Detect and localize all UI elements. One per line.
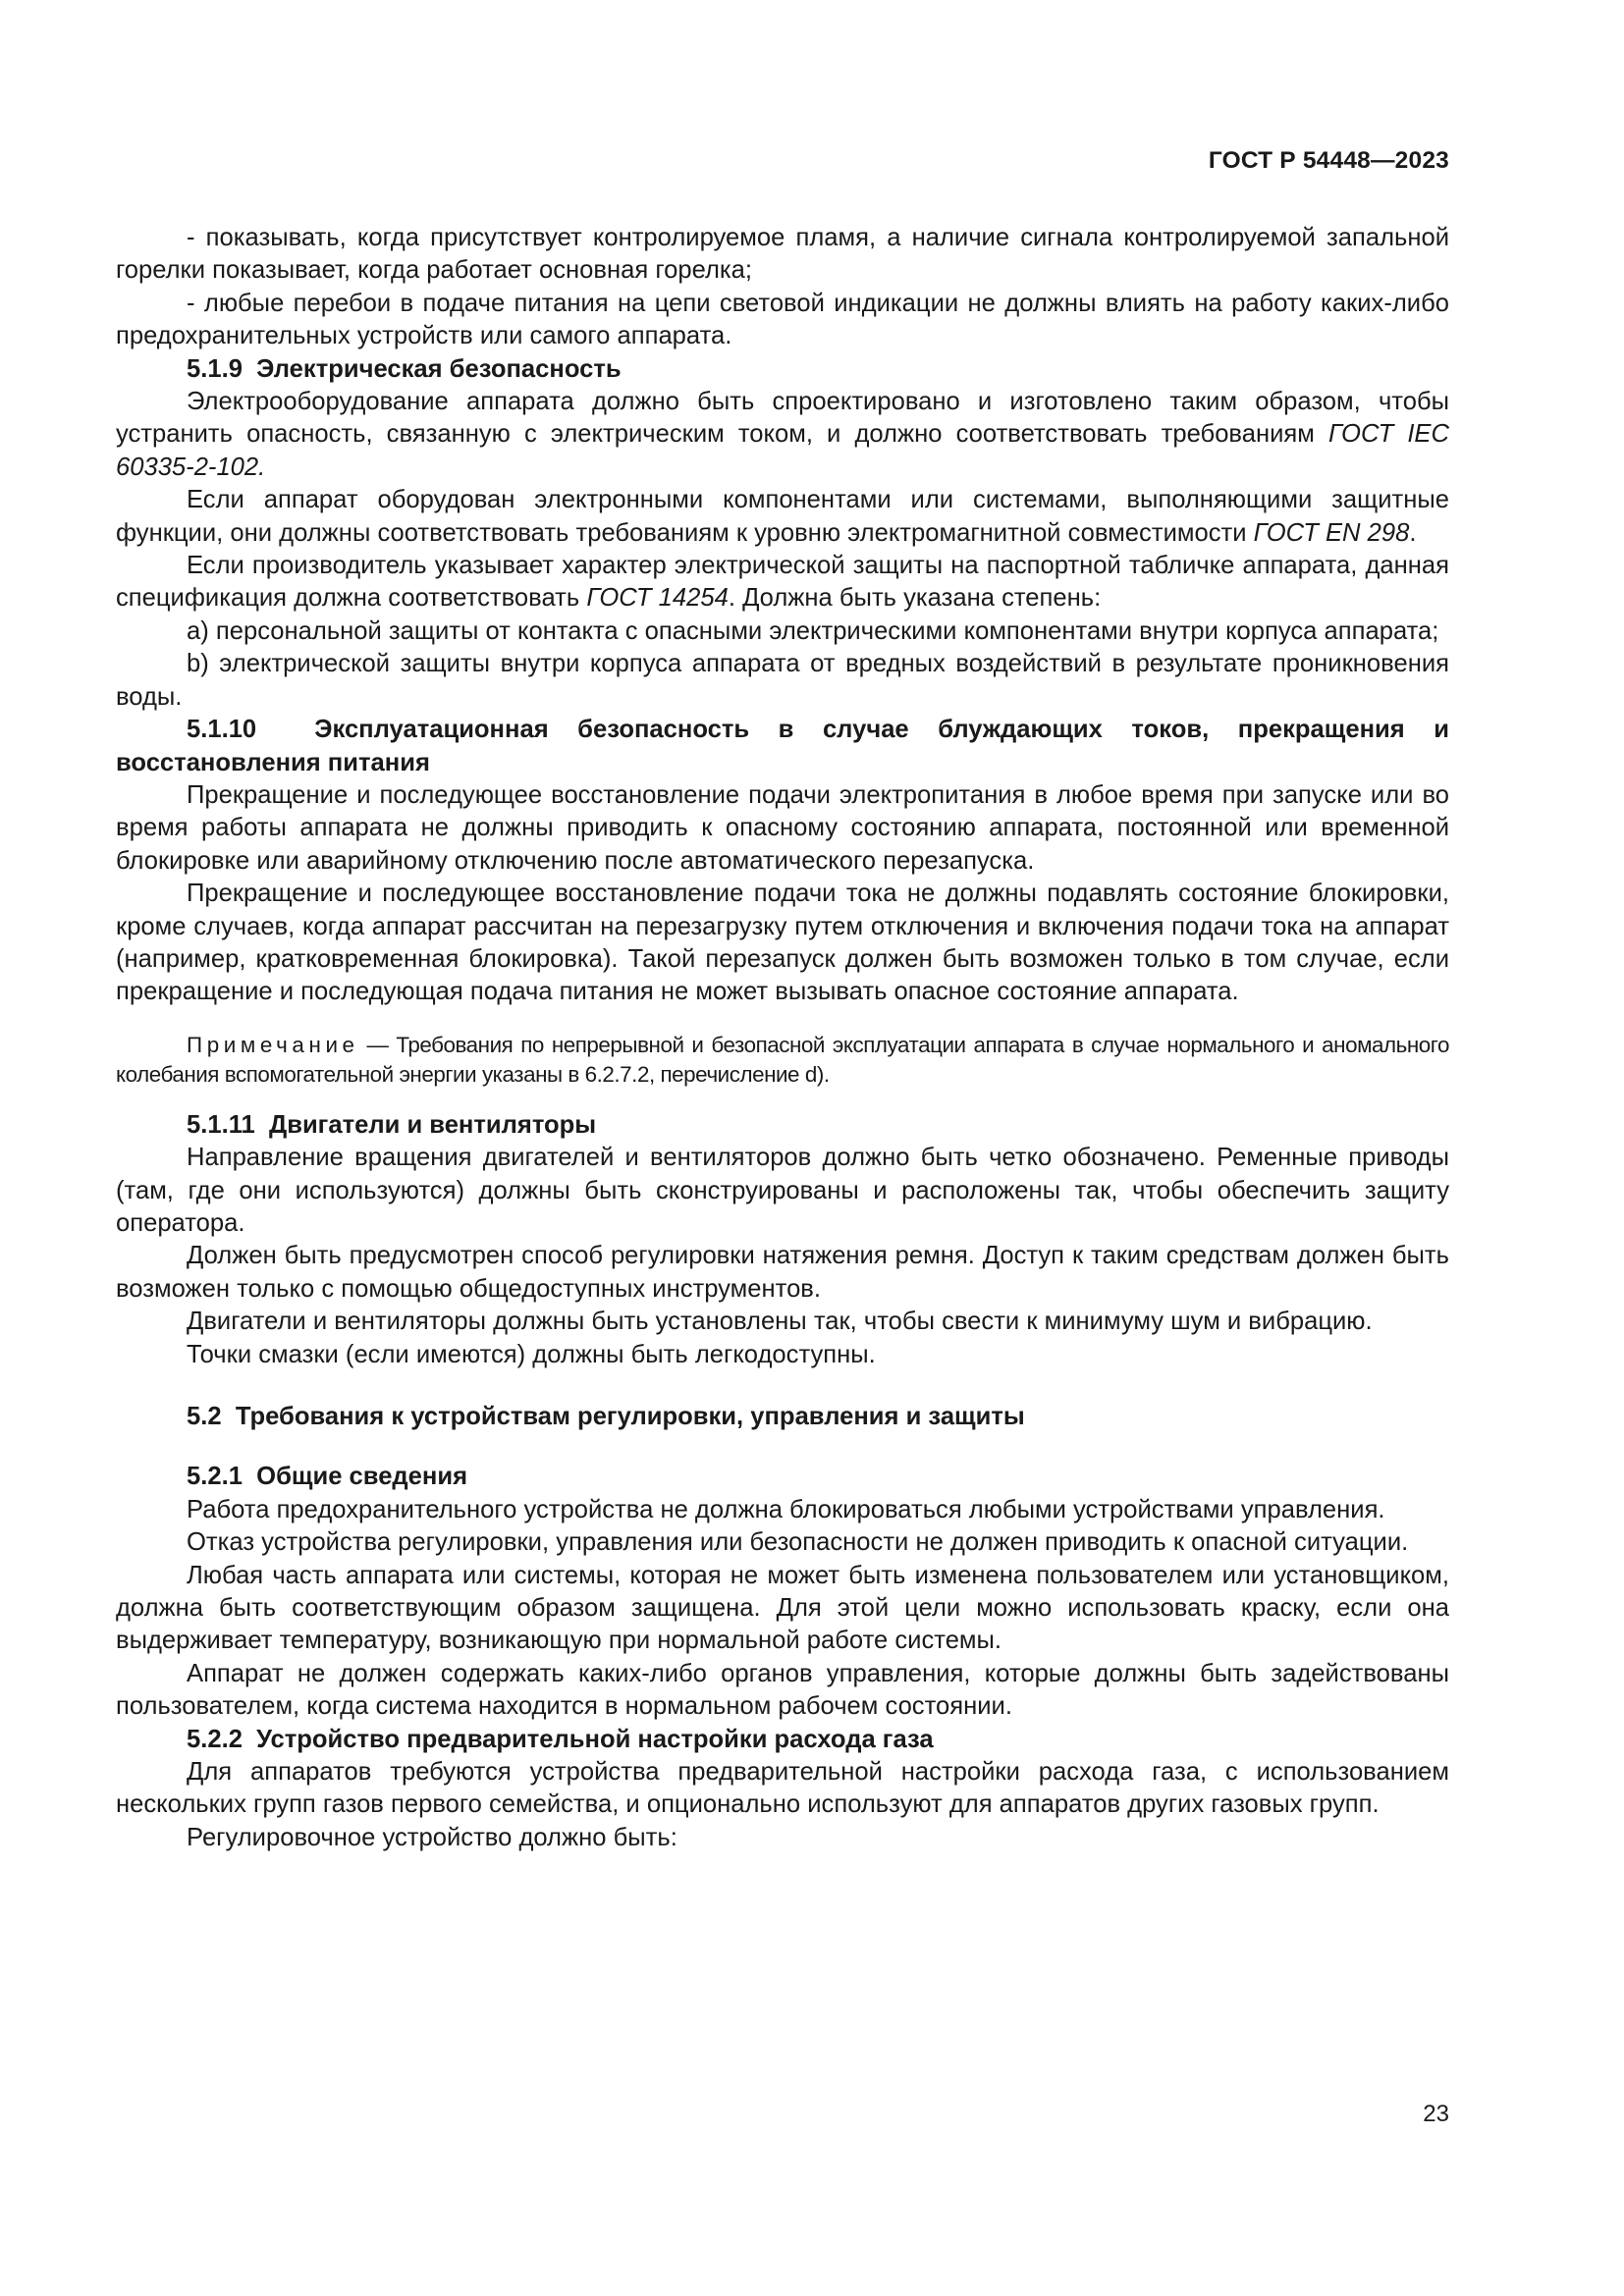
paragraph: Прекращение и последующее восстановление подачи тока не должны подавлять состояние блокировки, кроме случаев, когда аппарат рассчитан на перезагрузку путем отключения и включения подачи тока на аппарат (например, кратковременная блокировка). Такой перезапуск должен быть возможен только в том случае, если прекращение и последующая подача питания не может вызывать опасное состояние аппарата. xyxy=(116,880,1449,1006)
paragraph-text: Если производитель указывает характер электрической защиты на паспортной табличке аппарата, данная спецификация должна соответствовать xyxy=(116,552,1449,613)
paragraph: Регулировочное устройство должно быть: xyxy=(187,1823,677,1851)
section-number: 5.2.2 xyxy=(187,1725,243,1753)
section-number: 5.2.1 xyxy=(187,1463,243,1491)
standard-code: ГОСТ Р 54448—2023 xyxy=(1208,147,1449,174)
paragraph-text: Если аппарат оборудован электронными компонентами или системами, выполняющими защитные функции, они должны соответствовать требованиям к уровню электромагнитной совместимости xyxy=(116,486,1449,547)
paragraph xyxy=(116,386,1449,484)
section-title: Эксплуатационная безопасность в случае блуждающих токов, прекращения и восстановления питания xyxy=(116,716,1449,776)
page-number: 23 xyxy=(1423,2101,1449,2127)
paragraph: Двигатели и вентиляторы должны быть установлены так, чтобы свести к минимуму шум и вибрацию. xyxy=(187,1308,1373,1336)
section-heading-5-2-2 xyxy=(116,1724,1449,1756)
paragraph-text: Электрооборудование аппарата должно быть спроектировано и изготовлено таким образом, чтобы устранить опасность, связанную с электрическим током, и должно соответствовать требованиям xyxy=(116,388,1449,449)
section-number: 5.1.11 xyxy=(187,1110,255,1139)
section-heading-5-2 xyxy=(116,1401,1449,1433)
section-title: Электрическая безопасность xyxy=(256,354,622,383)
standard-reference: ГОСТ IEC 60335-2-102. xyxy=(116,420,1449,481)
paragraph: Работа предохранительного устройства не должна блокироваться любыми устройствами управления. xyxy=(187,1495,1385,1523)
paragraph: Для аппаратов требуются устройства предварительной настройки расхода газа, с использованием нескольких групп газов первого семейства, и опционально используют для аппаратов других газовых групп. xyxy=(116,1758,1449,1819)
list-item-a: a) персональной защиты от контакта с опасными электрическими компонентами внутри корпуса аппарата; xyxy=(187,616,1439,645)
paragraph: Точки смазки (если имеются) должны быть легкодоступны. xyxy=(187,1340,876,1368)
list-item-show-flame: - показывать, когда присутствует контролируемое пламя, а наличие сигнала контролируемой запальной горелки показывает, когда работает основная горелка; xyxy=(116,224,1449,285)
list-item-b: b) электрической защиты внутри корпуса аппарата от вредных воздействий в результате проникновения воды. xyxy=(116,650,1449,711)
paragraph xyxy=(116,550,1449,615)
paragraph: Любая часть аппарата или системы, которая не может быть изменена пользователем или установщиком, должна быть соответствующим образом защищена. Для этой цели можно использовать краску, если она выдерживает температуру, возникающую при нормальной работе системы. xyxy=(116,1561,1449,1655)
standard-reference: ГОСТ 14254 xyxy=(586,584,729,613)
paragraph: Аппарат не должен содержать каких-либо органов управления, которые должны быть задействованы пользователем, когда система находится в нормальном рабочем состоянии. xyxy=(116,1659,1449,1721)
paragraph-text: . Должна быть указана степень: xyxy=(728,584,1102,613)
section-heading-5-2-1 xyxy=(116,1461,1449,1493)
list-item-power-failure: - любые перебои в подаче питания на цепи световой индикации не должны влиять на работу каких-либо предохранительных устройств или самого аппарата. xyxy=(116,289,1449,350)
section-number: 5.1.9 xyxy=(187,354,243,383)
paragraph: Должен быть предусмотрен способ регулировки натяжения ремня. Доступ к таким средствам должен быть возможен только с помощью общедоступных инструментов. xyxy=(116,1242,1449,1303)
section-title: Двигатели и вентиляторы xyxy=(268,1110,597,1139)
note-text: — Требования по непрерывной и безопасной эксплуатации аппарата в случае нормального и аномального колебания вспомогательной энергии указаны в 6.2.7.2, перечисление d). xyxy=(116,1032,1449,1087)
section-title: Требования к устройствам регулировки, управления и защиты xyxy=(235,1403,1025,1430)
standard-reference: ГОСТ EN 298 xyxy=(1253,518,1410,547)
document-body xyxy=(116,222,1449,1854)
section-title: Устройство предварительной настройки расхода газа xyxy=(256,1725,934,1753)
section-title: Общие сведения xyxy=(256,1463,468,1491)
paragraph: Прекращение и последующее восстановление подачи электропитания в любое время при запуске или во время работы аппарата не должны приводить к опасному состоянию аппарата, постоянной или временной блокировке или аварийному отключению после автоматического перезапуска. xyxy=(116,780,1449,875)
note xyxy=(116,1031,1449,1090)
paragraph: Направление вращения двигателей и вентиляторов должно быть четко обозначено. Ременные приводы (там, где они используются) должны быть сконструированы и расположены так, чтобы обеспечить защиту оператора. xyxy=(116,1144,1449,1237)
section-number: 5.2 xyxy=(187,1403,222,1430)
section-heading-5-1-9 xyxy=(116,353,1449,386)
section-heading-5-1-11 xyxy=(116,1109,1449,1142)
paragraph: Отказ устройства регулировки, управления или безопасности не должен приводить к опасной ситуации. xyxy=(187,1528,1409,1557)
section-number: 5.1.10 xyxy=(187,716,257,744)
paragraph xyxy=(116,484,1449,550)
note-label: Примечание xyxy=(187,1032,359,1057)
paragraph-text: . xyxy=(1409,518,1417,547)
section-heading-5-1-10 xyxy=(116,714,1449,779)
